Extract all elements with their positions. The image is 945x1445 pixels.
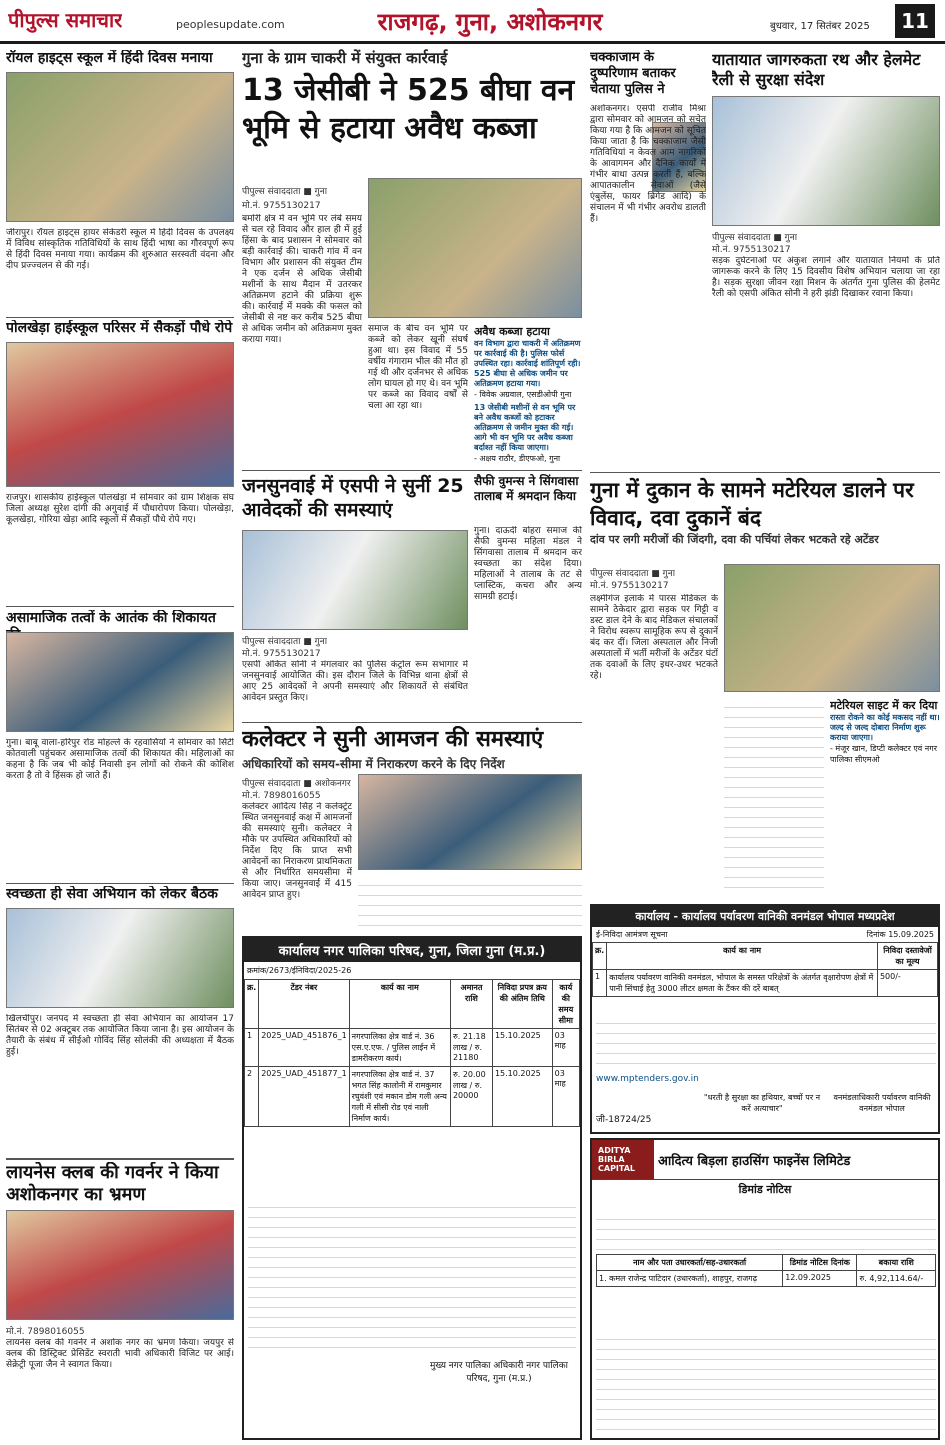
photo xyxy=(712,96,940,226)
article-dispute xyxy=(590,476,940,902)
ad-code: जी-18724/25 xyxy=(596,1115,652,1125)
article-swachhata xyxy=(6,886,234,1156)
photo xyxy=(724,564,940,692)
article-text-continued xyxy=(724,698,824,894)
quote: 13 जेसीबी मशीनों से वन भूमि पर बने अवैध कब्जों को हटाकर अतिक्रमण से जमीन मुक्त की गई। आगे भी वन भूमि पर अवैध कब्जा बर्दाश्त नहीं किया जाएगा। xyxy=(474,403,576,452)
table-header-cell: डिमांड नोटिस दिनांक xyxy=(783,1255,857,1271)
subheadline: अधिकारियों को समय-सीमा में निराकरण करने के दिए निर्देश xyxy=(242,757,505,771)
article-text: बमोरी क्षेत्र में वन भूमि पर लंबे समय से चल रहे विवाद और हाल ही में हुई हिंसा के बाद प्रशासन ने सोमवार को बड़ी कार्रवाई की। चाकरी गांव में वन विभाग और प्रशासन की संयुक्त टीम ने एक दर्जन से अधिक जेसीबी मशीनों के साथ मैदान में उतरकर अतिक्रमण हटाने की प्रक्रिया शुरू की। कार्रवाई में मक्के की फसल को जेसीबी से नष्ट कर करीब 525 बीघा से अधिक जमीन को अतिक्रमण मुक्त कराया गया। xyxy=(242,214,362,345)
ad-terms xyxy=(596,1330,936,1434)
divider xyxy=(6,606,234,607)
subheadline: दांव पर लगी मरीजों की जिंदगी, दवा की पर्चियां लेकर भटकते रहे अटेंडर xyxy=(590,533,879,546)
table-cell: 2025_UAD_451876_1 xyxy=(259,1029,349,1067)
photo xyxy=(6,908,234,1008)
headline: पोलखेड़ा हाईस्कूल परिसर में सैकड़ों पौधे रोपे xyxy=(6,320,233,336)
headline: स्वच्छता ही सेवा अभियान को लेकर बैठक xyxy=(6,886,218,902)
article-chakkajam xyxy=(590,50,706,460)
byline: पीपुल्स संवाददाता ■ गुना xyxy=(590,569,676,579)
article-text: एसपी अंकित सोनी ने मंगलवार को पुलिस कंट्रोल रूम सभागार में जनसुनवाई आयोजित की। इस दौरान जिले के विभिन्न थाना क्षेत्रों से आए 25 आवेदकों ने अपनी समस्याएं और शिकायतें से संबंधित आवेदन प्रस्तुत किए। xyxy=(242,660,468,703)
table-cell: रु. 20.00 लाख / रु. 20000 xyxy=(450,1067,492,1127)
table-header-cell: निविदा दस्तावेजों का मूल्य xyxy=(877,943,937,970)
article-plantation xyxy=(6,320,234,605)
ad-signature: वनमंडलाधिकारी पर्यावरण वानिकी वनमंडल भोपाल xyxy=(833,1093,931,1113)
ad-slogan: "धरती है सुरक्षा का हथियार, बच्चों पर न करें अत्याचार" xyxy=(703,1093,821,1113)
article-jansunwai xyxy=(242,474,468,720)
article-hindi-day xyxy=(6,50,234,316)
article-traffic xyxy=(712,50,940,470)
headline: सैफी वुमन्स ने सिंगवासा तालाब में श्रमदान किया xyxy=(474,474,579,503)
ad-terms xyxy=(596,1210,936,1250)
quote: रास्ता रोकने का कोई मकसद नहीं था। जल्द से जल्द दोबारा निर्माण शुरू कराया जाएगा। xyxy=(830,713,940,742)
article-text: लायनेस क्लब की गवर्नर ने अशोक नगर का भ्रमण किया। जयपुर से क्लब की डिस्ट्रिक्ट प्रेसिडेंट स्वराती भावी अधिकारी विजिट पर आई। सेक्रेट्री पूजा जैन ने स्वागत किया। xyxy=(6,1338,234,1370)
article-text: लक्ष्मीगंज इलाके में पारस मेडिकल के सामने ठेकेदार द्वारा सड़क पर गिट्टी व डस्ट डाल देने के बाद मेडिकल संचालकों ने विरोध स्वरूप सामूहिक रूप से दुकानें बंद कर दीं। जिला अस्पताल और निजी अस्पतालों में भर्ती मरीजों के अटेंडर घंटों तक दवाओं के लिए इधर-उधर भटकते रहे। xyxy=(590,594,718,681)
table-header-cell: क्र. xyxy=(593,943,607,970)
ad-terms xyxy=(596,1014,936,1070)
photo xyxy=(358,774,582,870)
article-text: अशोकनगर। एसपी राजीव मिश्रा द्वारा सोमवार को आमजन को सचेत किया गया है कि आमजन को सूचित किया जाता है कि चक्काजाम जैसी गतिविधियां न केवल आम नागरिकों के आवागमन और दैनिक कार्यों में गंभीर बाधा उत्पन्न करती हैं, बल्कि आपातकालीन सेवाओं (जैसे एंबुलेंस, फायर ब्रिगेड आदि) के संचालन में भी गंभीर अवरोध डालती हैं। xyxy=(590,104,706,224)
photo xyxy=(6,632,234,732)
byline: पीपुल्स संवाददाता ■ गुना xyxy=(242,637,328,647)
table-row xyxy=(245,1029,580,1067)
table-cell: रु. 4,92,114.64/- xyxy=(857,1271,936,1287)
table-cell: 12.09.2025 xyxy=(783,1271,857,1287)
divider xyxy=(6,317,234,318)
ad-heading: कार्यालय - कार्यालय पर्यावरण वानिकी वनमंडल भोपाल मध्यप्रदेश xyxy=(592,906,938,927)
table-header-cell: कार्य का नाम xyxy=(607,943,878,970)
table-cell: कार्यालय पर्यावरण वानिकी वनमंडल, भोपाल के समस्त परिक्षेत्रों के अंतर्गत वृक्षारोपण क्षेत्रों में पानी सिंचाई हेतु 3000 लीटर क्षमता के टैंकर की दरें बाबत् xyxy=(607,970,878,997)
headline: यातायात जागरुकता रथ और हेलमेट रैली से सुरक्षा संदेश xyxy=(712,50,921,89)
table-cell: रु. 21.18 लाख / रु. 21180 xyxy=(450,1029,492,1067)
side-heading: मटेरियल साइट में कर दिया xyxy=(830,699,938,712)
table-header-cell: बकाया राशि xyxy=(857,1255,936,1271)
table-header-cell: क्र. xyxy=(245,980,259,1029)
headline: कलेक्टर ने सुनी आमजन की समस्याएं xyxy=(242,727,544,752)
article-text: कलेक्टर आदित्य सिंह ने कलेक्ट्रेट स्थित जनसुनवाई कक्ष में आमजनों की समस्याएं सुनी। कलेक्टर ने मौके पर उपस्थित अधिकारियों को निर्देश दिए कि प्राप्त सभी आवेदनों का निराकरण प्राथमिकता से और निर्धारित समयसीमा में किया जाए। जनसुनवाई में 415 आवेदन प्राप्त हुए। xyxy=(242,802,352,900)
tender-website[interactable]: www.mptenders.gov.in xyxy=(596,1074,699,1084)
article-text: गुना। दाऊदी बोहरा समाज की सैफी वुमन्स महिला मंडल ने सिंगवासा तालाब में श्रमदान कर स्वच्छता का संदेश दिया। महिलाओं ने तालाब के तट से प्लास्टिक, कचरा और अन्य सामग्री हटाई। xyxy=(474,526,582,602)
phone: मो.नं. 9755130217 xyxy=(242,649,321,659)
table-cell: 2 xyxy=(245,1067,259,1127)
table-header-cell: नाम और पता उधारकर्ता/सह-उधारकर्ता xyxy=(597,1255,783,1271)
headline: असामाजिक तत्वों के आतंक की शिकायत xyxy=(6,610,216,626)
table-cell: 2025_UAD_451877_1 xyxy=(259,1067,349,1127)
table-cell: 500/- xyxy=(877,970,937,997)
byline: पीपुल्स संवाददाता ■ गुना xyxy=(242,187,328,197)
quote-author: - विवेक अग्रवाल, एसडीओपी गुना xyxy=(474,390,572,399)
article-text-2: समाज के बीच वन भूमि पर कब्जे को लेकर खूनी संघर्ष हुआ था। इस विवाद में 55 वर्षीय गंगाराम भील की मौत हो गई थी और दर्जनभर से अधिक लोग घायल हो गए थे। वन भूमि पर कब्जे का विवाद वर्षों से चला आ रहा था। xyxy=(368,324,468,411)
headline: लायनेस क्लब की गवर्नर ने किया अशोकनगर का भ्रमण xyxy=(6,1162,219,1205)
phone: मो.नं. 9755130217 xyxy=(712,245,791,255)
article-text: गुना। बाबू वाला-हरिपुर रोड मोहल्ले के रहवासियों ने सोमवार को सिटी कोतवाली पहुंचकर असामाजिक तत्वों की शिकायत की। महिलाओं का कहना है कि जब भी कोई निवासी इन लोगों को रोकने की कोशिश करता है तो वे हिंसक हो जाते हैं। xyxy=(6,738,234,781)
tender-table xyxy=(592,942,938,997)
demand-table xyxy=(596,1254,936,1287)
ad-heading: आदित्य बिड़ला हाउसिंग फाइनेंस लिमिटेड xyxy=(658,1153,851,1169)
quote: वन विभाग द्वारा चाकरी में अतिक्रमण पर कार्रवाई की है। पुलिस फोर्स उपस्थित रहा। कार्रवाई शांतिपूर्ण रही। 525 बीघा से अधिक जमीन पर अतिक्रमण हटाया गया। xyxy=(474,339,581,388)
table-cell: 03 माह xyxy=(552,1067,579,1127)
section-title: राजगढ़, गुना, अशोकनगर xyxy=(377,8,603,36)
subheading: अवैध कब्जा हटाया xyxy=(474,325,550,338)
lead-photo xyxy=(368,178,582,318)
phone: मो.नं. 9755130217 xyxy=(242,201,321,211)
headline: चक्काजाम के दुष्परिणाम बताकर चेताया पुलिस ने xyxy=(590,50,676,97)
ad-forest-tender xyxy=(590,904,940,1134)
article-lions xyxy=(6,1162,234,1440)
divider xyxy=(590,472,940,473)
ad-signature: मुख्य नगर पालिका अधिकारी नगर पालिका परिषद, गुना (म.प्र.) xyxy=(430,1361,568,1384)
table-cell: नगरपालिका क्षेत्र वार्ड नं. 36 एस.ए.एफ. / पुलिस लाईन में डामरीकरण कार्य। xyxy=(349,1029,450,1067)
photo xyxy=(242,530,468,630)
article-text: खिलचीपुर। जनपद में स्वच्छता ही सेवा अभियान का आयोजन 17 सितंबर से 02 अक्टूबर तक आयोजित किया जाना है। इस आयोजन के तैयारी के संबंध में सीईओ गोविंद सिंह सोलंकी की अध्यक्षता में बैठक हुई। xyxy=(6,1014,234,1057)
divider xyxy=(6,883,234,884)
table-header-cell: निविदा प्रपत्र क्रय की अंतिम तिथि xyxy=(492,980,552,1029)
headline: जनसुनवाई में एसपी ने सुनीं 25 आवेदकों की समस्याएं xyxy=(242,475,464,521)
ad-notice: ई-निविदा आमंत्रण सूचना xyxy=(596,930,668,939)
article-lead xyxy=(242,48,582,468)
page-number: 11 xyxy=(895,4,935,38)
table-header-cell: टेंडर नंबर xyxy=(259,980,349,1029)
brand-logo: ADITYA BIRLA CAPITAL xyxy=(592,1140,654,1179)
ad-terms xyxy=(248,1198,576,1348)
divider xyxy=(242,722,582,723)
article-text: सड़क दुर्घटनाओं पर अंकुश लगाने और यातायात नियमों के प्रति जागरूक करने के लिए 15 दिवसीय विशेष अभियान चलाया जा रहा है। सड़क सुरक्षा जीवन रक्षा मिशन के अंतर्गत गुना पुलिस की हेलमेट रैली को एसपी अंकित सोनी ने हरी झंडी दिखाकर रवाना किया। xyxy=(712,256,940,299)
newspaper-logo: पीपुल्स समाचार xyxy=(8,8,123,32)
table-header-cell: अमानत राशि xyxy=(450,980,492,1029)
headline: गुना में दुकान के सामने मटेरियल डालने पर विवाद, दवा दुकानें बंद xyxy=(590,478,914,530)
article-collector xyxy=(242,726,582,932)
table-cell: 1. कमल राजेन्द्र पाटिदार (उधारकर्ता), शाहपुर, राजगढ़ xyxy=(597,1271,783,1287)
article-text: जीरापुर। रॉयल हाइट्स हायर सेकेंडरी स्कूल में हिंदी दिवस के उपलक्ष्य में विविध सांस्कृतिक गतिविधियों के साथ हिंदी भाषा का गौरवपूर्ण रूप से हिंदी दिवस मनाया गया। कार्यक्रम की शुरुआत सरस्वती वंदना और दीप प्रज्ज्वलन से की गई। xyxy=(6,228,234,271)
kicker: गुना के ग्राम चाकरी में संयुक्त कार्रवाई xyxy=(242,49,448,67)
table-row xyxy=(593,970,938,997)
photo xyxy=(6,72,234,222)
table-cell: 03 माह xyxy=(552,1029,579,1067)
byline: पीपुल्स संवाददाता ■ गुना xyxy=(712,233,798,243)
table-cell: 1 xyxy=(245,1029,259,1067)
ad-notice: डिमांड नोटिस xyxy=(738,1183,792,1196)
ad-ref: क्रमांक/2673/ईनिविदा/2025-26 xyxy=(247,966,352,975)
table-header-cell: कार्य का नाम xyxy=(349,980,450,1029)
table-cell: 15.10.2025 xyxy=(492,1029,552,1067)
article-text-continued xyxy=(358,876,582,930)
table-cell: 1 xyxy=(593,970,607,997)
table-cell: 15.10.2025 xyxy=(492,1067,552,1127)
byline: पीपुल्स संवाददाता ■ अशोकनगर xyxy=(242,779,351,789)
headline: 13 जेसीबी ने 525 बीघा वन भूमि से हटाया अवैध कब्जा xyxy=(242,73,575,146)
quote-box xyxy=(474,324,582,464)
side-box xyxy=(724,698,940,898)
divider xyxy=(6,1158,234,1160)
article-antisocial xyxy=(6,610,234,882)
quote-author: - मंजूर खान, डिप्टी कलेक्टर एवं नगर पालिका सीएमओ xyxy=(830,744,938,764)
issue-date: बुधवार, 17 सितंबर 2025 xyxy=(770,21,870,32)
phone: मो.नं. 9755130217 xyxy=(590,581,669,591)
article-text: राजपुर। शासकीय हाईस्कूल पोलखेड़ा में सोमवार को ग्राम शिक्षक संघ जिला अध्यक्ष सुरेश दांगी की अगुवाई में पौधारोपण किया। पोलखेड़ा, कूलखेड़ा, गोरिया खेड़ा आदि स्कूलों में सैकड़ों पौधे रोपे गए। xyxy=(6,493,234,525)
ad-heading: कार्यालय नगर पालिका परिषद, गुना, जिला गुना (म.प्र.) xyxy=(244,938,580,962)
article-shramdan xyxy=(474,474,582,720)
headline: रॉयल हाइट्स स्कूल में हिंदी दिवस मनाया xyxy=(6,50,213,66)
table-row xyxy=(245,1067,580,1127)
table-row xyxy=(597,1271,936,1287)
masthead xyxy=(0,0,945,44)
quote-author: - अक्षय राठौर, डीएफओ, गुना xyxy=(474,454,561,463)
photo xyxy=(6,1210,234,1320)
divider xyxy=(242,470,582,471)
ad-municipal-tender xyxy=(242,936,582,1440)
photo xyxy=(6,342,234,487)
phone: मो.नं. 7898016055 xyxy=(242,791,321,801)
tender-table xyxy=(244,979,580,1127)
byline: मो.नं. 7898016055 xyxy=(6,1327,85,1337)
website-link[interactable]: peoplesupdate.com xyxy=(176,18,285,31)
quote-box xyxy=(830,698,940,894)
ad-aditya-birla xyxy=(590,1138,940,1440)
table-header-cell: कार्य की समय सीमा xyxy=(552,980,579,1029)
table-cell: नगरपालिका क्षेत्र वार्ड नं. 37 भगत सिंह कालोनी में रामकुमार रघुवंशी एवं मकान डोम गली अन्य गली में सीसी रोड एवं नाली निर्माण कार्य। xyxy=(349,1067,450,1127)
ad-date: दिनांक 15.09.2025 xyxy=(866,930,934,939)
